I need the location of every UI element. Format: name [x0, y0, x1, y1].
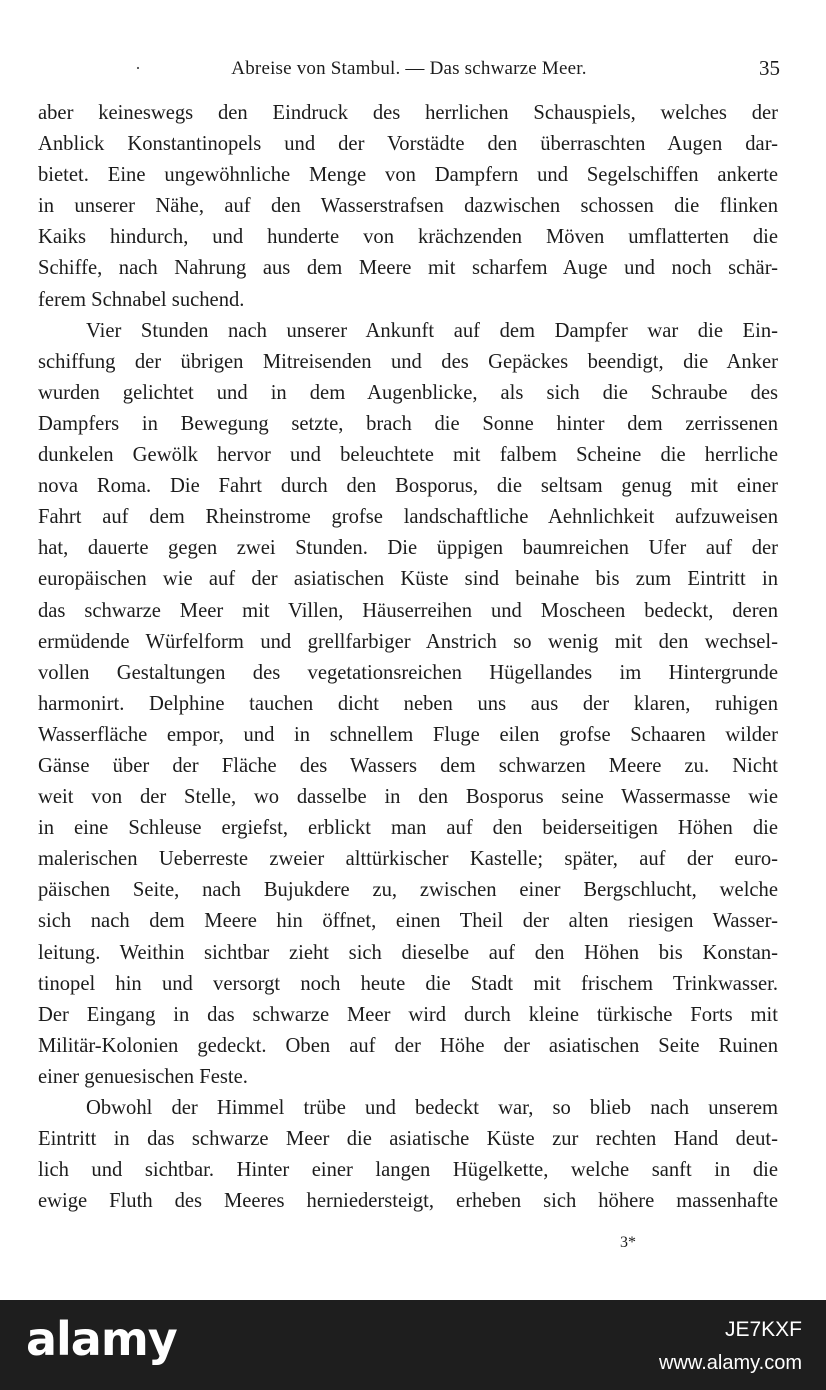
- text-line: dunkelen Gewölk hervor und beleuchtete mit falbem Scheine die herrliche: [38, 444, 778, 467]
- text-line: nova Roma. Die Fahrt durch den Bosporus, die seltsam genug mit einer: [38, 475, 778, 498]
- text-line: Wasserfläche empor, und in schnellem Fluge eilen grofse Schaaren wilder: [38, 723, 778, 746]
- body-text: [38, 98, 778, 1217]
- text-line: ferem Schnabel suchend.: [38, 288, 245, 311]
- text-line: in unserer Nähe, auf den Wasserstrafsen dazwischen schossen die flinken: [38, 195, 778, 218]
- site-url: www.alamy.com: [659, 1352, 802, 1374]
- running-head-title: Abreise von Stambul. — Das schwarze Meer.: [231, 58, 587, 79]
- text-line: tinopel hin und versorgt noch heute die Stadt mit frischem Trinkwasser.: [38, 972, 778, 995]
- alamy-logo: alamy: [26, 1312, 177, 1366]
- text-line: Vier Stunden nach unserer Ankunft auf dem Dampfer war die Ein-: [86, 319, 778, 342]
- image-id: JE7KXF: [724, 1318, 802, 1341]
- text-line: Schiffe, nach Nahrung aus dem Meere mit scharfem Auge und noch schär-: [38, 257, 778, 280]
- text-line: sich nach dem Meere hin öffnet, einen Theil der alten riesigen Wasser-: [38, 910, 778, 933]
- page-number: 35: [759, 56, 780, 80]
- text-line: wurden gelichtet und in dem Augenblicke, als sich die Schraube des: [38, 381, 778, 404]
- text-line: Gänse über der Fläche des Wassers dem schwarzen Meere zu. Nicht: [38, 754, 778, 777]
- text-line: hat, dauerte gegen zwei Stunden. Die üppigen baumreichen Ufer auf der: [38, 537, 778, 560]
- text-line: Anblick Konstantinopels und der Vorstädte den überraschten Augen dar-: [38, 133, 778, 156]
- text-line: Der Eingang in das schwarze Meer wird durch kleine türkische Forts mit: [38, 1003, 778, 1026]
- header-dot: ·: [135, 58, 141, 78]
- text-line: leitung. Weithin sichtbar zieht sich dieselbe auf den Höhen bis Konstan-: [38, 941, 778, 964]
- text-line: harmonirt. Delphine tauchen dicht neben uns aus der klaren, ruhigen: [38, 692, 778, 715]
- text-line: lich und sichtbar. Hinter einer langen Hügelkette, welche sanft in die: [38, 1159, 778, 1182]
- watermark-footer: [0, 1300, 826, 1390]
- text-line: Kaiks hindurch, und hunderte von krächzenden Möven umflatterten die: [38, 226, 778, 249]
- text-line: das schwarze Meer mit Villen, Häuserreihen und Moscheen bedeckt, deren: [38, 599, 778, 622]
- text-line: päischen Seite, nach Bujukdere zu, zwischen einer Bergschlucht, welche: [38, 879, 778, 902]
- text-line: malerischen Ueberreste zweier alttürkischer Kastelle; später, auf der euro-: [38, 848, 778, 871]
- text-line: Eintritt in das schwarze Meer die asiatische Küste zur rechten Hand deut-: [38, 1128, 778, 1151]
- text-line: ewige Fluth des Meeres herniedersteigt, erheben sich höhere massenhafte: [38, 1190, 778, 1213]
- text-line: Militär-Kolonien gedeckt. Oben auf der Höhe der asiatischen Seite Ruinen: [38, 1034, 778, 1057]
- text-line: vollen Gestaltungen des vegetationsreichen Hügellandes im Hintergrunde: [38, 661, 778, 684]
- text-line: einer genuesischen Feste.: [38, 1065, 248, 1088]
- signature-mark: 3*: [620, 1234, 636, 1251]
- text-line: in eine Schleuse ergiefst, erblickt man auf den beiderseitigen Höhen die: [38, 817, 778, 840]
- text-line: Fahrt auf dem Rheinstrome grofse landschaftliche Aehnlichkeit aufzuweisen: [38, 506, 778, 529]
- text-line: ermüdende Würfelform und grellfarbiger Anstrich so wenig mit den wechsel-: [38, 630, 778, 653]
- running-head: [38, 56, 780, 86]
- text-line: europäischen wie auf der asiatischen Küste sind beinahe bis zum Eintritt in: [38, 568, 778, 591]
- text-line: Dampfers in Bewegung setzte, brach die Sonne hinter dem zerrissenen: [38, 412, 778, 435]
- text-line: bietet. Eine ungewöhnliche Menge von Dampfern und Segelschiffen ankerte: [38, 164, 778, 187]
- text-line: Obwohl der Himmel trübe und bedeckt war, so blieb nach unserem: [86, 1097, 778, 1119]
- text-line: schiffung der übrigen Mitreisenden und des Gepäckes beendigt, die Anker: [38, 350, 778, 373]
- text-line: weit von der Stelle, wo dasselbe in den Bosporus seine Wassermasse wie: [38, 786, 778, 809]
- text-line: aber keineswegs den Eindruck des herrlichen Schauspiels, welches der: [38, 102, 778, 124]
